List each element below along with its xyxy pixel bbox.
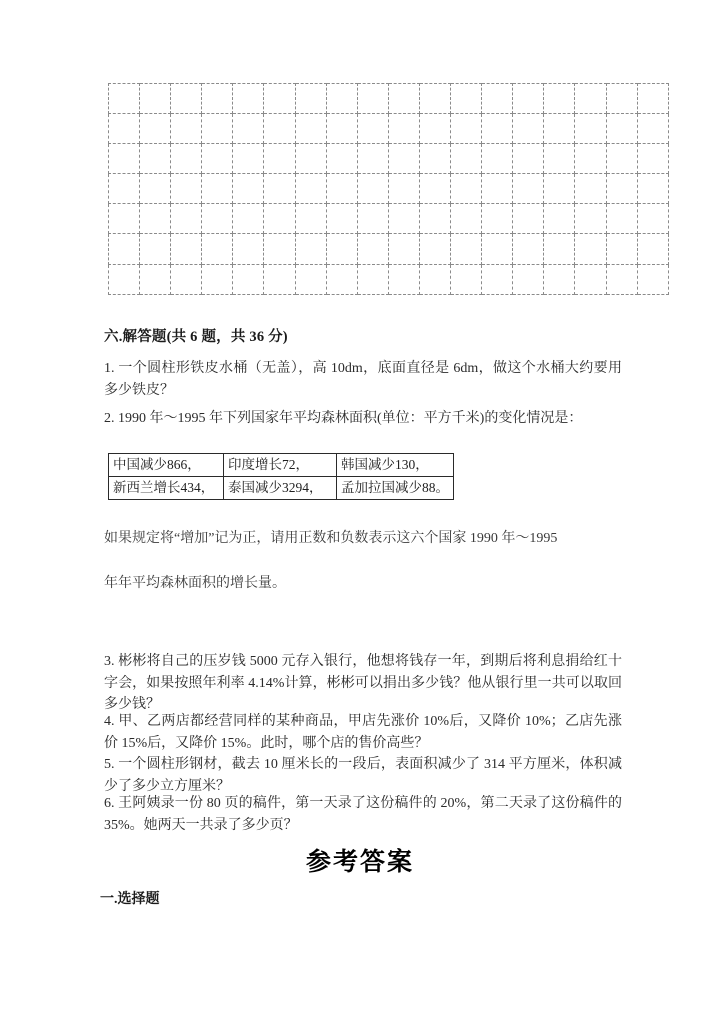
writing-grid-cell — [109, 84, 140, 114]
writing-grid-cell — [295, 264, 326, 294]
writing-grid-cell — [637, 114, 668, 144]
writing-grid-row — [109, 234, 669, 264]
writing-grid-cell — [544, 264, 575, 294]
writing-grid-cell — [388, 144, 419, 174]
writing-grid-cell — [140, 204, 171, 234]
writing-grid-cell — [171, 144, 202, 174]
forest-area-change-table-wrap — [108, 453, 454, 500]
writing-grid-cell — [451, 144, 482, 174]
writing-grid-cell — [606, 234, 637, 264]
writing-grid-cell — [637, 144, 668, 174]
writing-grid-cell — [606, 174, 637, 204]
writing-grid-cell — [202, 204, 233, 234]
writing-grid-cell — [264, 114, 295, 144]
writing-grid-cell — [606, 114, 637, 144]
writing-grid-cell — [513, 264, 544, 294]
writing-grid-cell — [357, 114, 388, 144]
writing-grid-cell — [326, 84, 357, 114]
writing-grid-cell — [264, 234, 295, 264]
writing-grid-cell — [357, 204, 388, 234]
table-cell-bangladesh: 孟加拉国减少88。 — [337, 477, 454, 500]
writing-grid-cell — [171, 204, 202, 234]
writing-grid-cell — [295, 234, 326, 264]
writing-grid-cell — [109, 114, 140, 144]
section-heading-six: 六.解答题(共 6 题，共 36 分) — [104, 329, 288, 345]
writing-grid-cell — [606, 264, 637, 294]
writing-grid-cell — [637, 264, 668, 294]
writing-grid-cell — [295, 204, 326, 234]
writing-grid-cell — [419, 114, 450, 144]
writing-grid-cell — [419, 264, 450, 294]
writing-grid-cell — [295, 84, 326, 114]
writing-grid-cell — [482, 234, 513, 264]
writing-grid-cell — [637, 174, 668, 204]
writing-grid-cell — [482, 144, 513, 174]
table-cell-india: 印度增长72， — [224, 454, 337, 477]
writing-grid-cell — [140, 264, 171, 294]
table-row — [109, 454, 454, 477]
writing-grid-cell — [202, 234, 233, 264]
writing-grid-cell — [264, 174, 295, 204]
writing-grid-cell — [233, 264, 264, 294]
question-6-text: 6. 王阿姨录一份 80 页的稿件，第一天录了这份稿件的 20%，第二天录了这份稿件的 35%。她两天一共录了多少页？ — [104, 796, 622, 833]
writing-grid-cell — [171, 174, 202, 204]
answers-title: 参考答案 — [305, 849, 414, 876]
writing-grid-cell — [264, 204, 295, 234]
writing-grid-cell — [357, 264, 388, 294]
writing-grid-cell — [637, 234, 668, 264]
writing-grid-cell — [419, 174, 450, 204]
writing-grid-cell — [202, 114, 233, 144]
writing-grid-cell — [606, 144, 637, 174]
writing-grid-cell — [482, 114, 513, 144]
answers-section-heading-one: 一.选择题 — [100, 892, 160, 907]
writing-grid-cell — [171, 264, 202, 294]
writing-grid-cell — [295, 114, 326, 144]
writing-grid-cell — [637, 84, 668, 114]
writing-grid-cell — [233, 114, 264, 144]
writing-grid-cell — [140, 114, 171, 144]
writing-grid-cell — [513, 114, 544, 144]
writing-grid-row — [109, 174, 669, 204]
table-cell-china: 中国减少866， — [109, 454, 224, 477]
writing-grid-cell — [419, 84, 450, 114]
writing-grid-cell — [513, 234, 544, 264]
writing-grid — [108, 83, 650, 287]
writing-grid-cell — [544, 114, 575, 144]
writing-grid-cell — [606, 84, 637, 114]
writing-grid-cell — [264, 84, 295, 114]
writing-grid-cell — [326, 174, 357, 204]
writing-grid-cell — [388, 264, 419, 294]
writing-grid-cell — [295, 174, 326, 204]
writing-grid-row — [109, 204, 669, 234]
writing-grid-cell — [637, 204, 668, 234]
table-row — [109, 477, 454, 500]
writing-grid-cell — [109, 144, 140, 174]
question-2-followup-line-1: 如果规定将“增加”记为正，请用正数和负数表示这六个国家 1990 年～1995 — [104, 531, 558, 546]
writing-grid-cell — [171, 84, 202, 114]
writing-grid-cell — [357, 234, 388, 264]
writing-grid-cell — [451, 204, 482, 234]
writing-grid-cell — [326, 264, 357, 294]
writing-grid-cell — [357, 144, 388, 174]
writing-grid-body — [109, 84, 669, 295]
writing-grid-cell — [419, 234, 450, 264]
writing-grid-cell — [109, 264, 140, 294]
writing-grid-cell — [544, 204, 575, 234]
writing-grid-cell — [482, 84, 513, 114]
writing-grid-cell — [451, 84, 482, 114]
writing-grid-cell — [575, 174, 606, 204]
writing-grid-cell — [233, 144, 264, 174]
table-cell-thailand: 泰国减少3294， — [224, 477, 337, 500]
question-5-text: 5. 一个圆柱形钢材，截去 10 厘米长的一段后，表面积减少了 314 平方厘米，体积减少了多少立方厘米？ — [104, 757, 622, 794]
writing-grid-cell — [171, 234, 202, 264]
writing-grid-cell — [140, 174, 171, 204]
writing-grid-cell — [202, 144, 233, 174]
forest-area-change-table — [108, 453, 454, 500]
writing-grid-cell — [233, 234, 264, 264]
writing-grid-cell — [202, 84, 233, 114]
writing-grid-cell — [233, 204, 264, 234]
question-3-text: 3. 彬彬将自己的压岁钱 5000 元存入银行，他想将钱存一年，到期后将利息捐给红十字会，如果按照年利率 4.14%计算，彬彬可以捐出多少钱？他从银行里一共可以取回多少钱？ — [104, 654, 622, 712]
writing-grid-row — [109, 144, 669, 174]
question-4-text: 4. 甲、乙两店都经营同样的某种商品，甲店先涨价 10%后，又降价 10%；乙店先涨价 15%后，又降价 15%。此时，哪个店的售价高些？ — [104, 714, 622, 751]
writing-grid-row — [109, 114, 669, 144]
writing-grid-cell — [544, 84, 575, 114]
writing-grid-row — [109, 84, 669, 114]
writing-grid-row — [109, 264, 669, 294]
writing-grid-cell — [357, 84, 388, 114]
writing-grid-cell — [388, 114, 419, 144]
table-cell-new-zealand: 新西兰增长434， — [109, 477, 224, 500]
writing-grid-cell — [171, 114, 202, 144]
writing-grid-cell — [357, 174, 388, 204]
writing-grid-cell — [544, 174, 575, 204]
writing-grid-cell — [388, 174, 419, 204]
writing-grid-cell — [513, 84, 544, 114]
writing-grid-cell — [109, 204, 140, 234]
writing-grid-cell — [451, 114, 482, 144]
table-cell-korea: 韩国减少130， — [337, 454, 454, 477]
writing-grid-cell — [451, 174, 482, 204]
writing-grid-cell — [295, 144, 326, 174]
writing-grid-cell — [233, 174, 264, 204]
writing-grid-cell — [606, 204, 637, 234]
writing-grid-cell — [575, 204, 606, 234]
writing-grid-cell — [326, 234, 357, 264]
writing-grid-cell — [482, 174, 513, 204]
writing-grid-cell — [513, 174, 544, 204]
writing-grid-cell — [388, 234, 419, 264]
writing-grid-cell — [140, 144, 171, 174]
writing-grid-cell — [202, 264, 233, 294]
writing-grid-cell — [513, 204, 544, 234]
writing-grid-cell — [109, 234, 140, 264]
writing-grid-cell — [202, 174, 233, 204]
writing-grid-cell — [419, 204, 450, 234]
writing-grid-cell — [575, 234, 606, 264]
writing-grid-cell — [575, 144, 606, 174]
writing-grid-cell — [575, 114, 606, 144]
writing-grid-cell — [451, 264, 482, 294]
writing-grid-cell — [326, 204, 357, 234]
writing-grid-cell — [326, 114, 357, 144]
writing-grid-cell — [140, 84, 171, 114]
writing-grid-cell — [482, 204, 513, 234]
writing-grid-cell — [419, 144, 450, 174]
question-1-text: 1. 一个圆柱形铁皮水桶（无盖），高 10dm，底面直径是 6dm，做这个水桶大约要用多少铁皮？ — [104, 361, 622, 398]
writing-grid-cell — [513, 144, 544, 174]
writing-grid-cell — [482, 264, 513, 294]
writing-grid-cell — [388, 204, 419, 234]
writing-grid-table — [108, 83, 669, 295]
writing-grid-cell — [451, 234, 482, 264]
forest-table-body — [109, 454, 454, 500]
writing-grid-cell — [109, 174, 140, 204]
writing-grid-cell — [575, 264, 606, 294]
writing-grid-cell — [264, 264, 295, 294]
writing-grid-cell — [140, 234, 171, 264]
writing-grid-cell — [388, 84, 419, 114]
writing-grid-cell — [544, 144, 575, 174]
writing-grid-cell — [575, 84, 606, 114]
question-2-text: 2. 1990 年～1995 年下列国家年平均森林面积(单位：平方千米)的变化情况是： — [104, 411, 583, 426]
writing-grid-cell — [233, 84, 264, 114]
question-2-followup-line-2: 年年平均森林面积的增长量。 — [104, 576, 286, 591]
writing-grid-cell — [264, 144, 295, 174]
writing-grid-cell — [544, 234, 575, 264]
writing-grid-cell — [326, 144, 357, 174]
